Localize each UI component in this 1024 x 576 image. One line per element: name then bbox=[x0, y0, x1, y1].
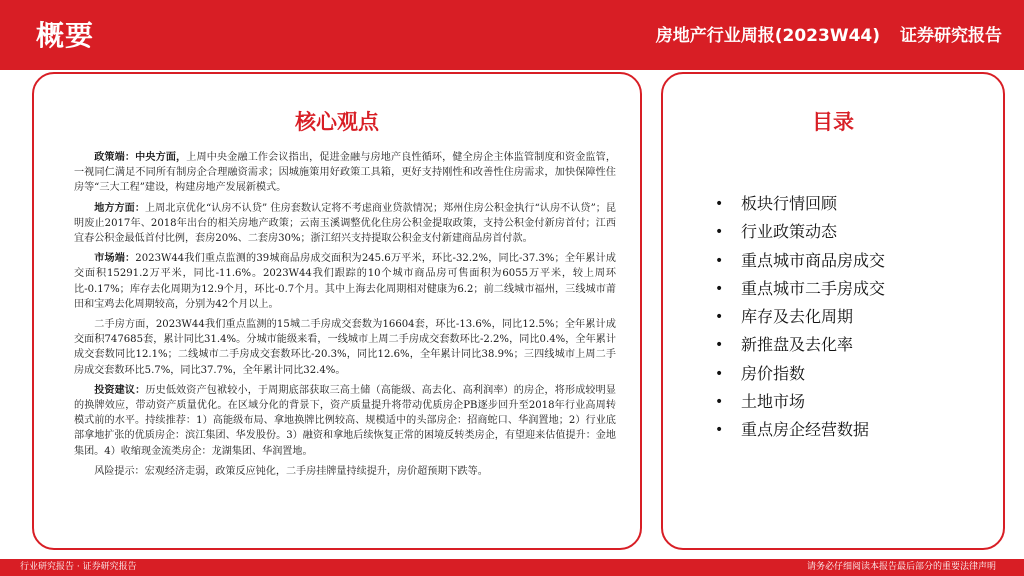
toc-item[interactable]: • 房价指数 bbox=[713, 360, 885, 388]
paragraph-text: 风险提示：宏观经济走弱，政策反应钝化，二手房挂牌量持续提升，房价超预期下跌等。 bbox=[94, 465, 488, 477]
toc-item[interactable]: • 板块行情回顾 bbox=[713, 190, 885, 218]
paragraph-policy-central bbox=[74, 150, 616, 196]
paragraph-text: 历史低效资产包袱较小，于周期底部获取三高土储（高能级、高去化、高利润率）的房企，将形成较明显的换牌效应，带动资产质量优化。在区域分化的背景下，资产质量提升将带动优质房企PB逐步回升至2018年行业高周转模式前的水平。持续推荐：1）高能级布局、拿地换牌比例较高、规模适中的头部房企：招商蛇口、华润置地；2）行业底部拿地扩张的优质房企：滨江集团、华发股份。3）融资和拿地后续恢复正常的困境反转类房企，有望迎来估值提升：金地集团。4）收缩现金流类房企：龙湖集团、华润置地。 bbox=[74, 384, 616, 457]
core-view-title: 核心观点 bbox=[295, 110, 379, 134]
paragraph-lead: 政策端：中央方面， bbox=[94, 152, 187, 163]
paragraph-text: 上周北京优化“认房不认贷” 住房套数认定将不考虑商业贷款情况；郑州住房公积金执行“认房不认贷”；昆明废止2017年、2018年出台的相关房地产政策；云南玉溪调整优化住房公积金提取政策，支持公积金付新房首付；江西宜春公积金最低首付比例，套房20%、二套房30%；浙江绍兴支持提取公积金支付新建商品房首付款。 bbox=[74, 202, 617, 245]
report-type: 证券研究报告 bbox=[900, 26, 1002, 46]
core-view-header bbox=[34, 74, 640, 140]
toc-header bbox=[663, 74, 1003, 140]
toc-item[interactable]: • 重点城市商品房成交 bbox=[713, 247, 885, 275]
toc-item[interactable]: • 重点房企经营数据 bbox=[713, 416, 885, 444]
paragraph-risk bbox=[74, 464, 616, 479]
toc-item[interactable]: • 行业政策动态 bbox=[713, 218, 885, 246]
paragraph-text: 2023W44我们重点监测的39城商品房成交面积为245.6万平米，环比-32.2%，同比-37.3%；全年累计成交面积15291.2万平米，同比-11.6%。2023W44我们跟踪的10个城市商品房可售面积为6055万平米，较上周环比-0.17%；库存去化周期为12.9个月，环比-0.7个月。其中上海去化周期相对健康为6.2；前二线城市福州，三线城市莆田和宝鸡去化周期较高，分别为42个月以上。 bbox=[74, 253, 616, 310]
section-title: 概要 bbox=[36, 19, 95, 52]
paragraph-text: 二手房方面，2023W44我们重点监测的15城二手房成交套数为16604套，环比-13.6%，同比12.5%；全年累计成交面积747685套，累计同比31.4%。分城市能级来看，一线城市上周二手房成交套数环比-2.2%，同比0.4%，全年累计成交套数同比12.1%；二线城市二手房成交套数环比-20.3%，同比12.6%，全年累计同比38.9%；三四线城市上周二手房成交套数环比5.7%，同比37.7%，全年累计同比32.4%。 bbox=[74, 319, 616, 376]
paragraph-second-hand bbox=[74, 317, 616, 378]
footer-bar bbox=[0, 559, 1024, 576]
paragraph-text: 上周中央金融工作会议指出，促进金融与房地产良性循环，健全房企主体监管制度和资金监管，一视同仁满足不同所有制房企合理融资需求；因城施策用好政策工具箱，更好支持刚性和改善性住房需求，加快保障性住房等“三大工程”建设，构建房地产发展新模式。 bbox=[74, 152, 616, 194]
header-bar bbox=[0, 0, 1024, 70]
paragraph-lead: 地方方面： bbox=[94, 202, 145, 214]
toc-panel bbox=[661, 72, 1005, 550]
footer-disclaimer: 请务必仔细阅读本报告最后部分的重要法律声明 bbox=[806, 562, 996, 572]
report-name: 房地产行业周报(2023W44) bbox=[655, 26, 880, 46]
toc-item[interactable]: • 土地市场 bbox=[713, 388, 885, 416]
core-view-panel bbox=[32, 72, 642, 550]
core-view-content bbox=[74, 150, 616, 484]
toc-item[interactable]: • 库存及去化周期 bbox=[713, 303, 885, 331]
paragraph-market bbox=[74, 251, 616, 312]
paragraph-lead: 投资建议： bbox=[94, 384, 146, 396]
paragraph-policy-local bbox=[74, 201, 616, 247]
toc-item[interactable]: • 新推盘及去化率 bbox=[713, 331, 885, 359]
report-meta bbox=[656, 24, 1002, 48]
toc-title: 目录 bbox=[812, 110, 854, 134]
paragraph-lead: 市场端： bbox=[94, 253, 136, 265]
footer-left-text: 行业研究报告 · 证券研究报告 bbox=[20, 562, 137, 572]
toc-list bbox=[713, 190, 885, 445]
toc-item[interactable]: • 重点城市二手房成交 bbox=[713, 275, 885, 303]
paragraph-investment bbox=[74, 383, 616, 459]
